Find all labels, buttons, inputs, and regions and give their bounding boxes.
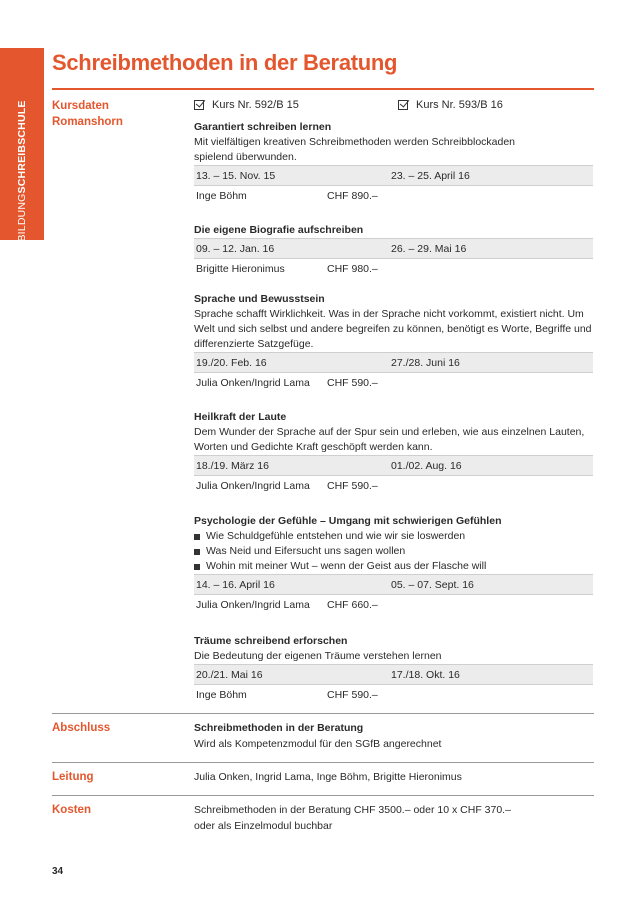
date-1: 13. – 15. Nov. 15 (196, 169, 276, 182)
course-desc: Welt und sich selbst und andere begreifen zu können, benötigt es Worte, Begriffe und (194, 323, 592, 335)
bullet-item (194, 559, 593, 574)
leader-row (194, 258, 593, 278)
course-title: Psychologie der Gefühle – Umgang mit schwierigen Gefühlen (194, 515, 502, 527)
checkbox-icon[interactable] (398, 100, 408, 110)
sidebar-label (16, 100, 28, 283)
bullet-square-icon (194, 549, 200, 555)
leitung-text: Julia Onken, Ingrid Lama, Inge Böhm, Brigitte Hieronimus (194, 771, 462, 783)
course-price: CHF 890.– (327, 189, 378, 202)
bullet-text: Wie Schuldgefühle entstehen und wie wir sie loswerden (206, 530, 466, 542)
page-number: 34 (52, 866, 64, 877)
course-title: Sprache und Bewusstsein (194, 293, 325, 305)
bullet-square-icon (194, 564, 200, 570)
page-title: Schreibmethoden in der Beratung (52, 50, 398, 75)
course-block (194, 120, 593, 205)
course-leader: Julia Onken/Ingrid Lama (196, 479, 310, 492)
course-price: CHF 590.– (327, 688, 378, 701)
course-leader: Julia Onken/Ingrid Lama (196, 376, 310, 389)
section-divider (52, 713, 594, 714)
date-row (194, 455, 593, 475)
date-1: 09. – 12. Jan. 16 (196, 242, 275, 255)
date-row (194, 664, 593, 684)
date-1: 20./21. Mai 16 (196, 668, 263, 681)
date-row (194, 352, 593, 372)
course-price: CHF 590.– (327, 479, 378, 492)
course-leader: Inge Böhm (196, 189, 247, 202)
sidebar-label-bold: SCHREIBSCHULE (16, 100, 28, 194)
course-block (194, 292, 593, 392)
leader-row (194, 185, 593, 205)
date-1: 14. – 16. April 16 (196, 578, 275, 591)
label-abschluss: Abschluss (52, 722, 111, 734)
course-block (194, 514, 593, 614)
kosten-line: oder als Einzelmodul buchbar (194, 820, 333, 832)
course-block (194, 634, 593, 704)
course-desc: spielend überwunden. (194, 151, 297, 163)
course-price: CHF 660.– (327, 598, 378, 611)
course-title: Heilkraft der Laute (194, 411, 287, 423)
title-rule (52, 88, 594, 90)
bullet-item (194, 529, 593, 544)
date-row (194, 165, 593, 185)
course-leader: Julia Onken/Ingrid Lama (196, 598, 310, 611)
course-leader: Brigitte Hieronimus (196, 262, 285, 275)
bullet-square-icon (194, 534, 200, 540)
course-title: Träume schreibend erforschen (194, 635, 348, 647)
sidebar-label-light: WEITERBILDUNG (16, 193, 28, 284)
abschluss-text: Wird als Kompetenzmodul für den SGfB angerechnet (194, 738, 442, 750)
date-row (194, 238, 593, 258)
label-ort: Romanshorn (52, 116, 123, 128)
course-price: CHF 980.– (327, 262, 378, 275)
course-desc: Die Bedeutung der eigenen Träume verstehen lernen (194, 650, 442, 662)
bullet-text: Was Neid und Eifersucht uns sagen wollen (206, 545, 406, 557)
date-2: 01./02. Aug. 16 (391, 459, 462, 472)
kurs-checkbox-2[interactable] (398, 99, 503, 111)
abschluss-title: Schreibmethoden in der Beratung (194, 722, 364, 734)
date-2: 27./28. Juni 16 (391, 356, 460, 369)
section-divider (52, 795, 594, 796)
kosten-line: Schreibmethoden in der Beratung CHF 3500.– oder 10 x CHF 370.– (194, 804, 511, 816)
label-kosten: Kosten (52, 804, 91, 816)
leader-row (194, 372, 593, 392)
bullet-text: Wohin mit meiner Wut – wenn der Geist aus der Flasche will (206, 560, 487, 572)
course-block (194, 410, 593, 495)
leader-row (194, 684, 593, 704)
label-leitung: Leitung (52, 771, 94, 783)
date-2: 23. – 25. April 16 (391, 169, 470, 182)
course-desc: Worten und Gedichte Kraft geschöpft werden kann. (194, 441, 433, 453)
course-leader: Inge Böhm (196, 688, 247, 701)
course-title: Garantiert schreiben lernen (194, 121, 332, 133)
kosten-block (194, 802, 511, 834)
course-price: CHF 590.– (327, 376, 378, 389)
course-desc: Sprache schafft Wirklichkeit. Was in der Sprache nicht vorkommt, existiert nicht. Um (194, 308, 584, 320)
label-kursdaten: Kursdaten (52, 100, 109, 112)
kurs-label-1: Kurs Nr. 592/B 15 (212, 99, 299, 111)
date-row (194, 574, 593, 594)
bullet-item (194, 544, 593, 559)
date-1: 19./20. Feb. 16 (196, 356, 267, 369)
abschluss-block (194, 720, 441, 752)
date-2: 26. – 29. Mai 16 (391, 242, 467, 255)
date-2: 05. – 07. Sept. 16 (391, 578, 474, 591)
course-desc: Mit vielfältigen kreativen Schreibmethoden werden Schreibblockaden (194, 136, 516, 148)
section-divider (52, 762, 594, 763)
leader-row (194, 594, 593, 614)
date-2: 17./18. Okt. 16 (391, 668, 460, 681)
date-1: 18./19. März 16 (196, 459, 269, 472)
course-desc: Dem Wunder der Sprache auf der Spur sein und erleben, wie aus einzelnen Lauten, (194, 426, 585, 438)
kurs-checkbox-1[interactable] (194, 99, 299, 111)
checkbox-icon[interactable] (194, 100, 204, 110)
sidebar-band (0, 48, 44, 284)
kurs-label-2: Kurs Nr. 593/B 16 (416, 99, 503, 111)
course-desc: differenzierte Satzgefüge. (194, 338, 314, 350)
course-block (194, 223, 593, 278)
leader-row (194, 475, 593, 495)
course-title: Die eigene Biografie aufschreiben (194, 224, 364, 236)
